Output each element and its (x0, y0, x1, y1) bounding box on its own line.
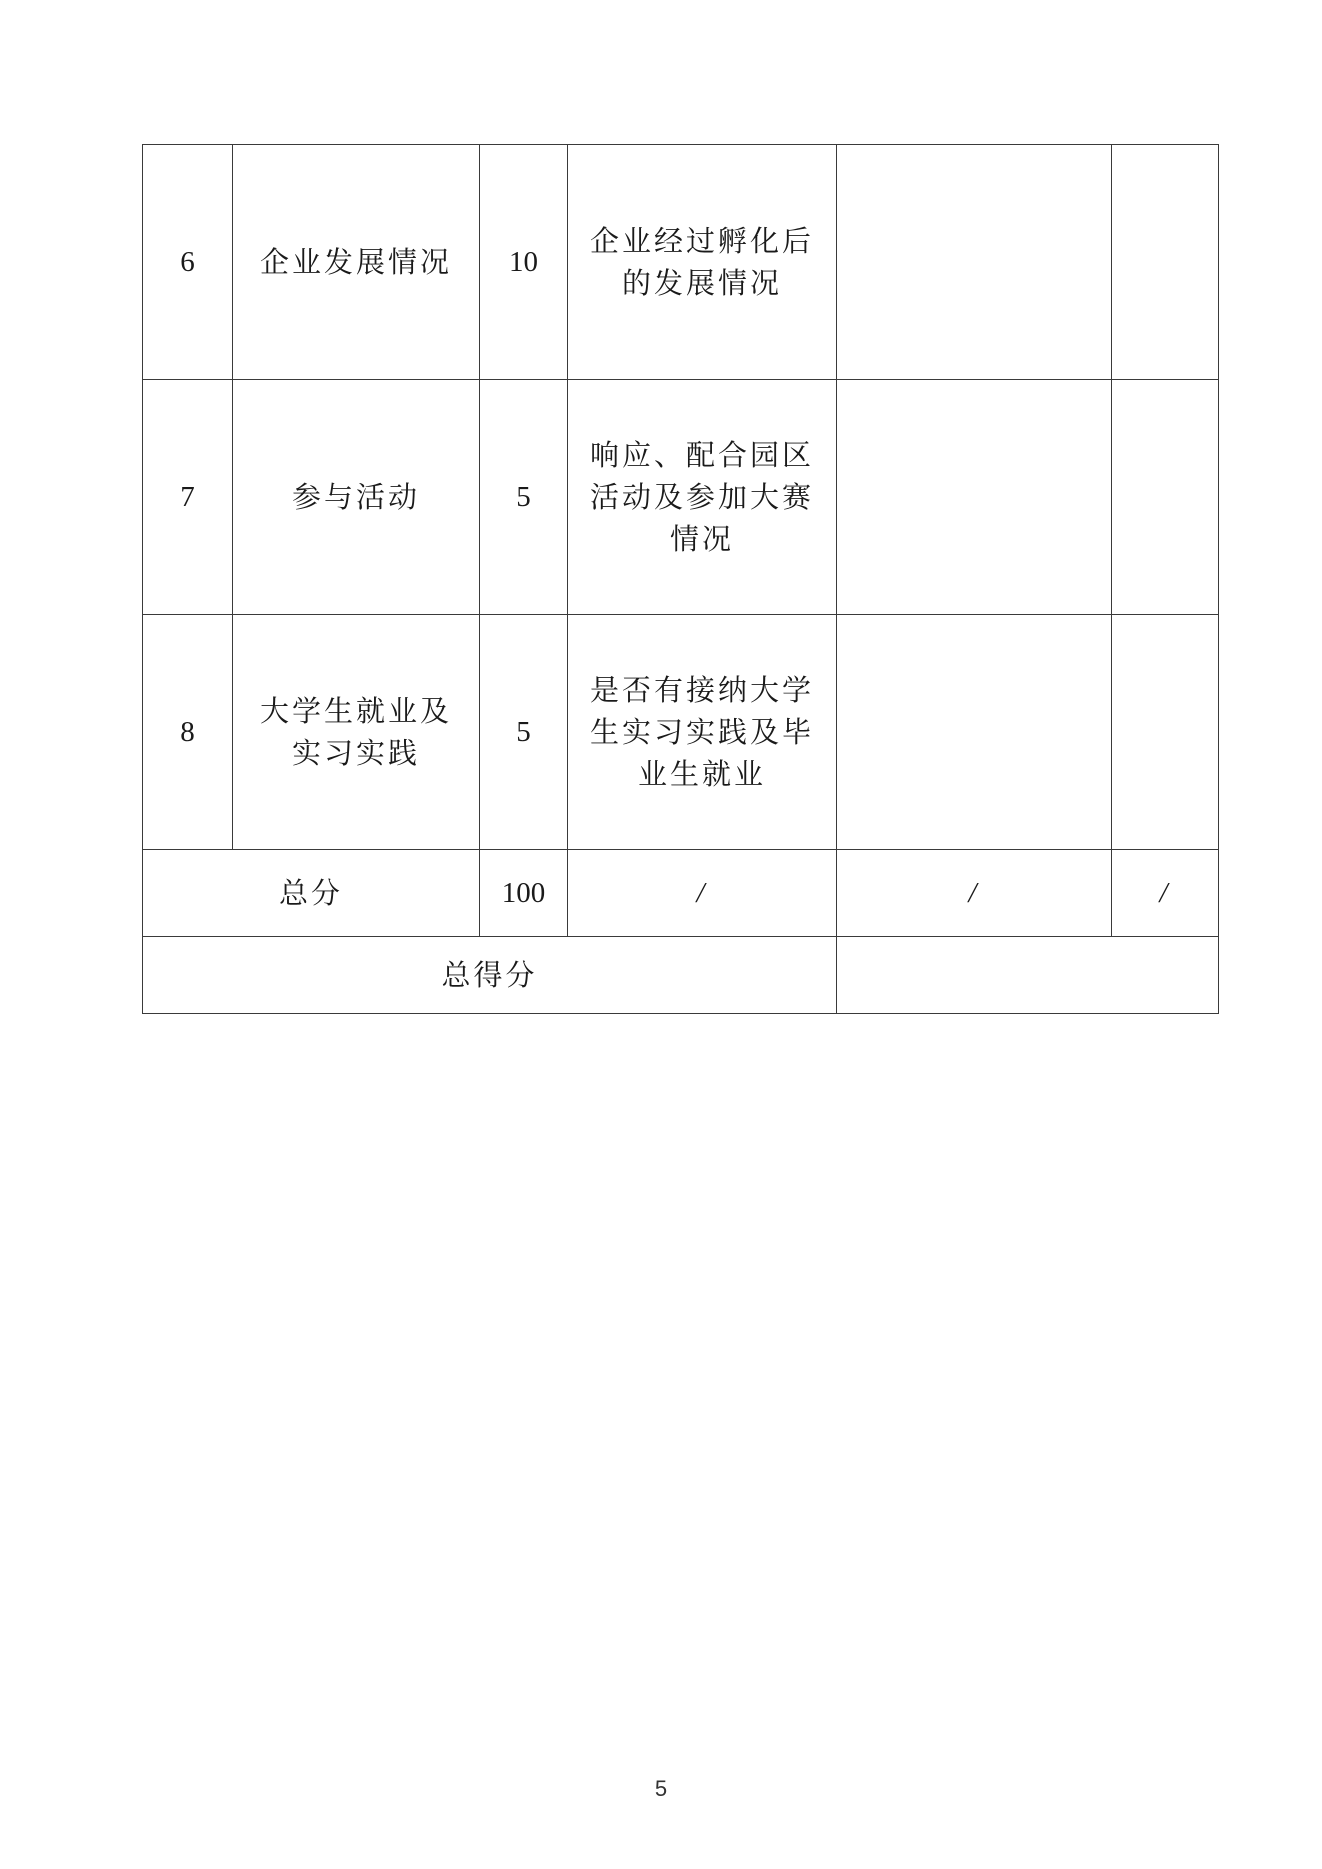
row-remark (1112, 615, 1219, 850)
row-score: 5 (480, 380, 568, 615)
row-remark (1112, 145, 1219, 380)
total-row (143, 850, 1219, 937)
table-row (143, 145, 1219, 380)
row-remark (1112, 380, 1219, 615)
row-index: 8 (143, 615, 233, 850)
row-item: 企业发展情况 (233, 145, 480, 380)
row-score: 5 (480, 615, 568, 850)
grand-total-value (837, 937, 1219, 1014)
row-criteria: 响应、配合园区活动及参加大赛情况 (568, 380, 837, 615)
total-label: 总分 (143, 850, 480, 937)
row-index: 7 (143, 380, 233, 615)
row-rating (837, 145, 1112, 380)
scoring-table (142, 144, 1219, 1014)
total-rating: / (837, 850, 1112, 937)
row-criteria: 是否有接纳大学生实习实践及毕业生就业 (568, 615, 837, 850)
total-criteria: / (568, 850, 837, 937)
row-rating (837, 380, 1112, 615)
row-index: 6 (143, 145, 233, 380)
row-item: 大学生就业及实习实践 (233, 615, 480, 850)
grand-total-row (143, 937, 1219, 1014)
grand-total-label: 总得分 (143, 937, 837, 1014)
table-row (143, 380, 1219, 615)
page-number: 5 (654, 1776, 668, 1801)
total-remark: / (1112, 850, 1219, 937)
row-item: 参与活动 (233, 380, 480, 615)
total-score: 100 (480, 850, 568, 937)
row-rating (837, 615, 1112, 850)
row-criteria: 企业经过孵化后的发展情况 (568, 145, 837, 380)
row-score: 10 (480, 145, 568, 380)
table-row (143, 615, 1219, 850)
